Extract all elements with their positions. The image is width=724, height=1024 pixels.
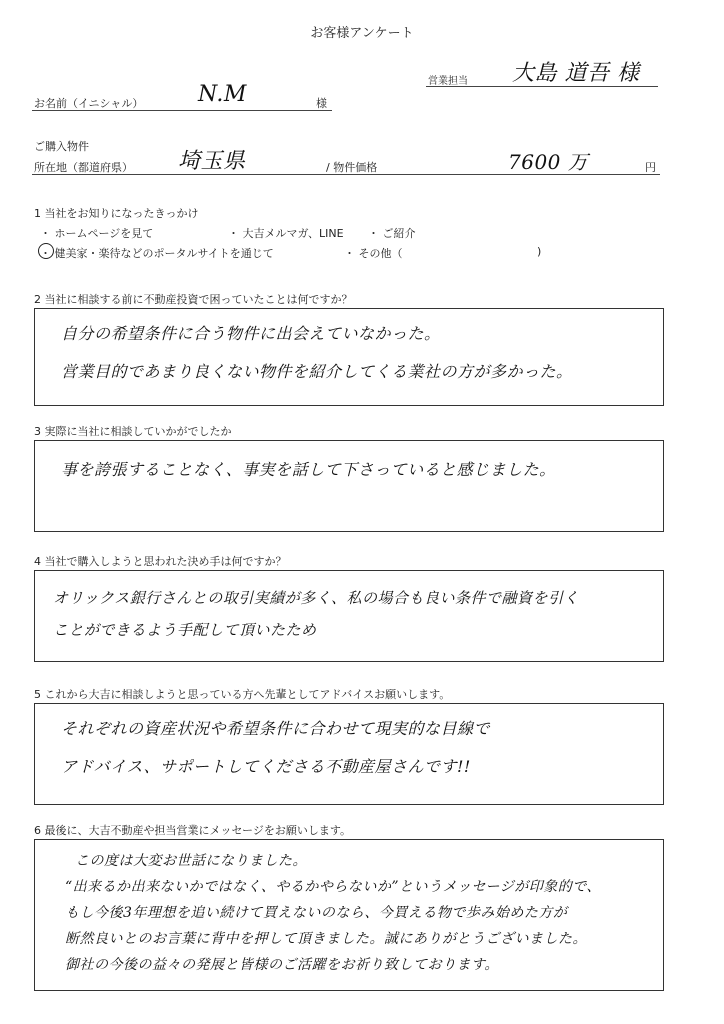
property-underline [32, 174, 660, 175]
location-value: 埼玉県 [178, 149, 246, 174]
sales-rep-label: 営業担当 [428, 76, 468, 87]
sales-rep-underline [426, 86, 658, 87]
property-heading: ご購入物件 [34, 140, 89, 153]
q1-option-other-close: ) [537, 245, 542, 258]
q3-question: 3 実際に当社に相談していかがでしたか [34, 425, 232, 438]
name-value: N.M [198, 82, 247, 107]
q2-answer-line: 営業目的であまり良くない物件を紹介してくる業社の方が多かった。 [61, 362, 573, 381]
q2-answer-line: 自分の希望条件に合う物件に出会えていなかった。 [61, 324, 441, 343]
q6-answer-line: もし今後3年理想を追い続けて買えないのなら、今買える物で歩み始めた方が [65, 905, 568, 921]
q3-answer-line: 事を誇張することなく、事実を話して下さっていると感じました。 [61, 460, 556, 479]
q4-answer-line: ことができるよう手配して頂いたため [53, 621, 317, 639]
q1-option-portal: ・ 健美家・楽待などのポータルサイトを通じて [40, 247, 274, 260]
q5-answer-line: アドバイス、サポートしてくださる不動産屋さんです!! [61, 757, 471, 776]
price-unit: 円 [645, 161, 656, 174]
q6-answer-line: “出来るか出来ないかではなく、やるかやらないか”というメッセージが印象的で、 [65, 879, 601, 895]
page-title: お客様アンケート [310, 26, 414, 41]
name-label: お名前（イニシャル） [34, 97, 144, 110]
q1-option-homepage: ・ ホームページを見て [40, 227, 154, 240]
price-value: 7600 万 [508, 150, 589, 174]
name-underline [32, 110, 332, 111]
q4-answer-box [34, 570, 664, 662]
q1-question: 1 当社をお知りになったきっかけ [34, 207, 199, 220]
q6-answer-line: 御社の今後の益々の発展と皆様のご活躍をお祈り致しております。 [65, 957, 499, 973]
q1-option-referral: ・ ご紹介 [368, 227, 416, 240]
q4-question: 4 当社で購入しようと思われた決め手は何ですか？ [34, 555, 287, 568]
q2-question: 2 当社に相談する前に不動産投資で困っていたことは何ですか？ [34, 293, 353, 306]
q6-answer-box [34, 839, 664, 991]
q3-answer-box [34, 440, 664, 532]
price-label: / 物件価格 [326, 161, 378, 174]
q1-option-other: ・ その他（ [344, 247, 403, 260]
q2-answer-box [34, 308, 664, 406]
q5-answer-box [34, 703, 664, 805]
q1-option-mailmag: ・ 大吉メルマガ、LINE [228, 227, 344, 240]
q4-answer-line: オリックス銀行さんとの取引実績が多く、私の場合も良い条件で融資を引く [53, 589, 579, 607]
q5-question: 5 これから大吉に相談しようと思っている方へ先輩としてアドバイスお願いします。 [34, 688, 451, 701]
sales-rep-value: 大島 道吾 様 [512, 61, 640, 86]
q5-answer-line: それぞれの資産状況や希望条件に合わせて現実的な目線で [61, 719, 491, 738]
q6-answer-line: この度は大変お世話になりました。 [75, 853, 307, 869]
q6-question: 6 最後に、大吉不動産や担当営業にメッセージをお願いします。 [34, 824, 351, 837]
location-label: 所在地（都道府県） [34, 161, 133, 174]
q6-answer-line: 断然良いとのお言葉に背中を押して頂きました。誠にありがとうございました。 [65, 931, 587, 947]
name-suffix: 様 [316, 97, 327, 110]
